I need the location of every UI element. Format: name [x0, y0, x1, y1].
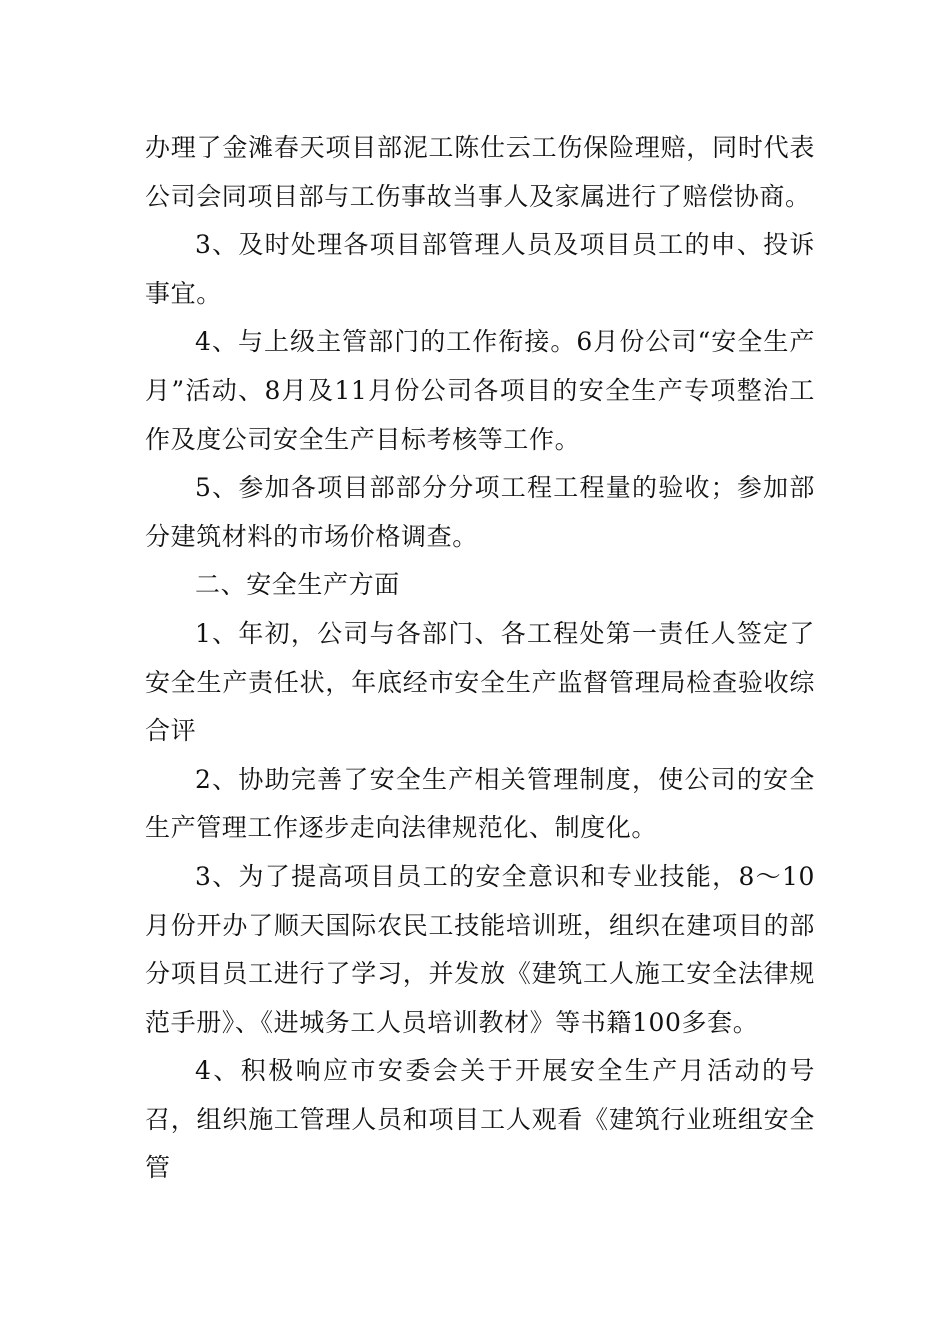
paragraph-safety-4: 4、积极响应市安委会关于开展安全生产月活动的号召，组织施工管理人员和项目工人观看《建筑行业班组安全管 — [145, 1056, 815, 1183]
paragraph-item-4: 4、与上级主管部门的工作衔接。6月份公司“安全生产月”活动、8月及11月份公司各项目的安全生产专项整治工作及度公司安全生产目标考核等工作。 — [145, 327, 815, 454]
paragraph-continuation: 办理了金滩春天项目部泥工陈仕云工伤保险理赔，同时代表公司会同项目部与工伤事故当事人及家属进行了赔偿协商。 — [145, 133, 815, 211]
paragraph-safety-1: 1、年初，公司与各部门、各工程处第一责任人签定了安全生产责任状，年底经市安全生产监督管理局检查验收综合评 — [145, 618, 815, 746]
paragraph-safety-3: 3、为了提高项目员工的安全意识和专业技能，8～10月份开办了顺天国际农民工技能培训班，组织在建项目的部分项目员工进行了学习，并发放《建筑工人施工安全法律规范手册》、《进城务工人员培训教材》等书籍100多套。 — [145, 861, 815, 1037]
paragraph-safety-2: 2、协助完善了安全生产相关管理制度，使公司的安全生产管理工作逐步走向法律规范化、制度化。 — [145, 764, 815, 843]
paragraph-item-5: 5、参加各项目部部分分项工程工程量的验收；参加部分建筑材料的市场价格调查。 — [145, 473, 815, 551]
paragraph-item-3: 3、及时处理各项目部管理人员及项目员工的申、投诉事宜。 — [145, 230, 815, 308]
document-page — [145, 124, 815, 1193]
section-heading-safety: 二、安全生产方面 — [195, 570, 400, 600]
